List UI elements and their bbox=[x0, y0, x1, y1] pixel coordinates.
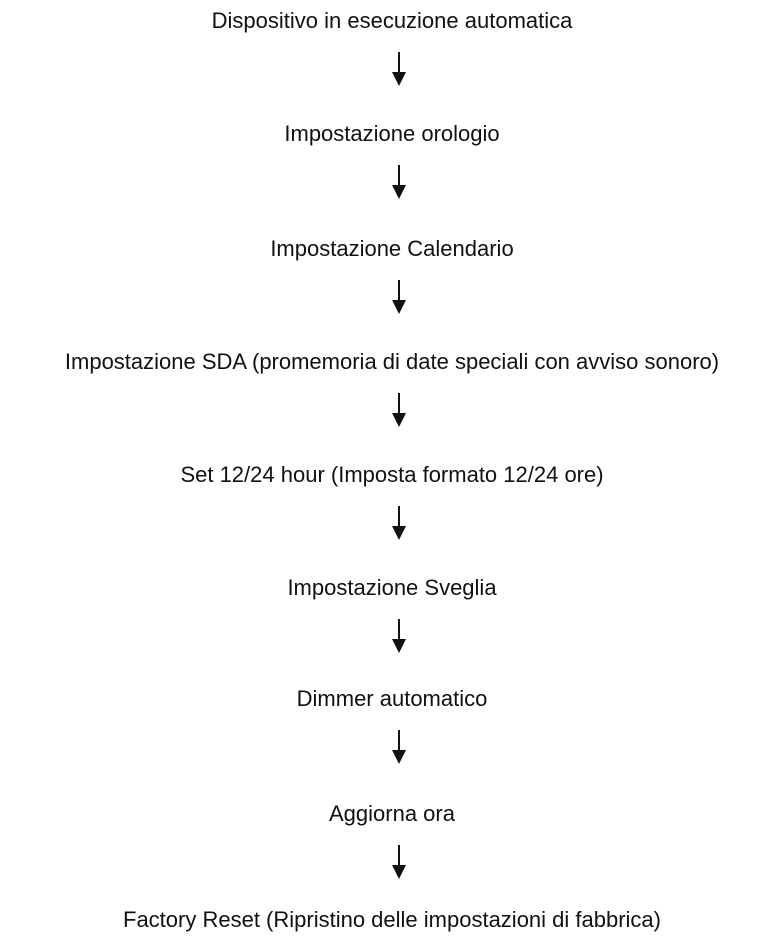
down-arrow-icon bbox=[390, 845, 408, 879]
down-arrow-icon bbox=[390, 165, 408, 199]
step-update-time: Aggiorna ora bbox=[329, 801, 455, 826]
down-arrow-icon bbox=[390, 730, 408, 764]
step-factory-reset: Factory Reset (Ripristino delle impostazioni di fabbrica) bbox=[123, 907, 661, 932]
step-sda-setting: Impostazione SDA (promemoria di date speciali con avviso sonoro) bbox=[64, 349, 720, 374]
step-auto-run: Dispositivo in esecuzione automatica bbox=[211, 8, 573, 33]
step-clock-setting: Impostazione orologio bbox=[284, 121, 500, 146]
step-calendar-setting: Impostazione Calendario bbox=[270, 236, 514, 261]
down-arrow-icon bbox=[390, 280, 408, 314]
step-hour-format: Set 12/24 hour (Imposta formato 12/24 ore) bbox=[180, 462, 604, 487]
step-auto-dimmer: Dimmer automatico bbox=[296, 686, 488, 711]
down-arrow-icon bbox=[390, 393, 408, 427]
step-alarm-setting: Impostazione Sveglia bbox=[287, 575, 497, 600]
down-arrow-icon bbox=[390, 52, 408, 86]
down-arrow-icon bbox=[390, 619, 408, 653]
down-arrow-icon bbox=[390, 506, 408, 540]
